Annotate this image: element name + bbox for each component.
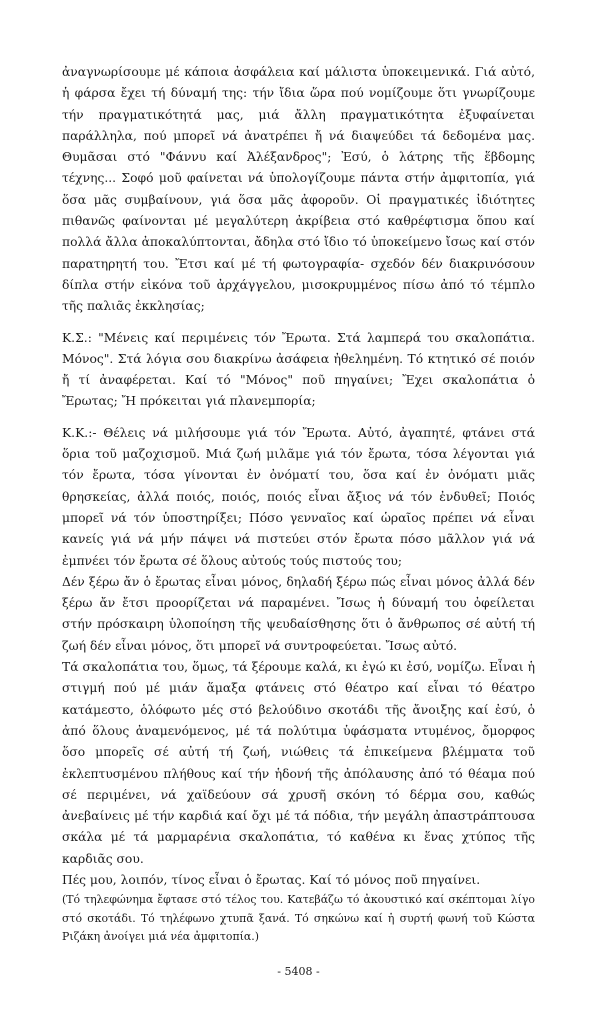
paragraph-stage-note: (Τό τηλεφώνημα ἔφτασε στό τέλος του. Κατεβάζω τό ἀκουστικό καί σκέπτομαι λίγο στό σκοτάδι. Τό τηλέφωνο χτυπᾶ ξανά. Τό σηκώνω καί ἡ συρτή φωνή τοῦ Κώστα Ριζάκη ἀνοίγει μιά νέα ἀμφιτοπία.) <box>62 893 535 944</box>
paragraph-closing-question: Πές μου, λοιπόν, τίνος εἶναι ὁ ἔρωτας. Καί τό μόνος ποῦ πηγαίνει. <box>62 872 481 887</box>
paragraph-staircase: Τά σκαλοπάτια του, ὅμως, τά ξέρουμε καλά, κι ἐγώ κι ἐσύ, νομίζω. Εἶναι ἡ στιγμή πού μέ μιάν ἅμαξα φτάνεις στό θέατρο καί εἶναι τό θέατρο κατάμεστο, ὁλόφωτο μές στό βελούδινο σκοτάδι τῆς ἄνοιξης καί ἐσύ, ὁ ἀπό ὅλους ἀναμενόμενος, μέ τά πολύτιμα ὑφάσματα ντυμένος, ὄμορφος ὅσο μπορεῖς σέ αὐτή τή ζωή, νιώθεις τά ἐπικείμενα βλέμματα τοῦ ἐκλεπτυσμένου πλήθους καί τήν ἡδονή τῆς ἀπόλαυσης ἀπό τό θέαμα πού σέ περιμένει, νά χαϊδεύουν σά χρυσῆ σκόνη τό δέρμα σου, καθώς ἀνεβαίνεις μέ τήν καρδιά καί ὄχι μέ τά πόδια, τήν μεγάλη ἀπαστράπτουσα σκάλα μέ τά μαρμαρένια σκαλοπάτια, τό καθένα κι ἕνας χτύπος τῆς καρδιᾶς σου. <box>62 660 535 866</box>
document-body <box>62 62 535 947</box>
paragraph-intro: ἀναγνωρίσουμε μέ κάποια ἀσφάλεια καί μάλιστα ὑποκειμενικά. Γιά αὐτό, ἡ φάρσα ἔχει τή δύναμή της: τήν ἴδια ὥρα πού νομίζουμε ὅτι γνωρίζουμε τήν πραγματικότητά μας, μιά ἄλλη πραγματικότητα ἐξυφαίνεται παράλληλα, πού μπορεῖ νά ἀνατρέπει ἤ νά διαψεύδει τά δεδομένα μας. Θυμᾶσαι στό "Φάννυ καί Ἀλέξανδρος"; Ἐσύ, ὁ λάτρης τῆς ἕβδομης τέχνης... Σοφό μοῦ φαίνεται νά ὑπολογίζουμε πάντα στήν ἀμφιτοπία, γιά ὅσα μᾶς συμβαίνουν, γιά ὅσα μᾶς ἀφοροῦν. Οἱ πραγματικές ἰδιότητες πιθανῶς φαίνονται μέ μεγαλύτερη ἀκρίβεια στό καθρέφτισμα ὅπου καί πολλά ἄλλα ἀποκαλύπτονται, ἄδηλα στό ἴδιο τό ὑποκείμενο ἴσως καί στόν παρατηρητή του. Ἔτσι καί μέ τή φωτογραφία- σχεδόν δέν διακρινόσουν δίπλα στήν εἰκόνα τοῦ ἀρχάγγελου, μισοκρυμμένος πίσω ἀπό τό τέμπλο τῆς παλιᾶς ἐκκλησίας; <box>62 65 535 314</box>
paragraph-kk-answer: Κ.Κ.:- Θέλεις νά μιλήσουμε γιά τόν Ἔρωτα. Αὐτό, ἀγαπητέ, φτάνει στά ὅρια τοῦ μαζοχισμοῦ. Μιά ζωή μιλᾶμε γιά τόν ἔρωτα, τόσα λέγονται γιά τόν ἔρωτα, τόσα γίνονται ἐν ὀνόματί του, ὅσα καί ἐν ὀνόματι μιᾶς θρησκείας, ἀλλά ποιός, ποιός, ποιός εἶναι ἄξιος νά τόν ἐνδυθεῖ; Ποιός μπορεῖ νά τόν ὑποστηρίξει; Πόσο γενναῖος καί ὡραῖος πρέπει νά εἶναι κανείς γιά νά μήν πάψει νά πιστεύει στόν ἔρωτα πόσο μᾶλλον γιά νά ἐμπνέει τόν ἔρωτα σέ ὅλους αὐτούς τούς πιστούς του; <box>62 425 535 568</box>
paragraph-loneliness: Δέν ξέρω ἄν ὁ ἔρωτας εἶναι μόνος, δηλαδή ξέρω πώς εἶναι μόνος ἀλλά δέν ξέρω ἄν ἔτσι προορίζεται νά παραμένει. Ἴσως ἡ δύναμή του ὀφείλεται στήν πρόσκαιρη ὑλοποίηση τῆς ψευδαίσθησης ὅτι ὁ ἄνθρωπος σέ αὐτή τή ζωή δέν εἶναι μόνος, ὅτι μπορεῖ νά συντροφεύεται. Ἴσως αὐτό. <box>62 574 535 653</box>
paragraph-ks-question: Κ.Σ.: "Μένεις καί περιμένεις τόν Ἔρωτα. Στά λαμπερά του σκαλοπάτια. Μόνος". Στά λόγια σου διακρίνω ἀσάφεια ἠθελημένη. Τό κτητικό σέ ποιόν ἤ τί ἀναφέρεται. Καί τό "Μόνος" ποῦ πηγαίνει; Ἔχει σκαλοπάτια ὁ Ἔρωτας; Ἤ πρόκειται γιά πλανεμπορία; <box>62 330 535 409</box>
page-number: - 5408 - <box>277 965 320 978</box>
